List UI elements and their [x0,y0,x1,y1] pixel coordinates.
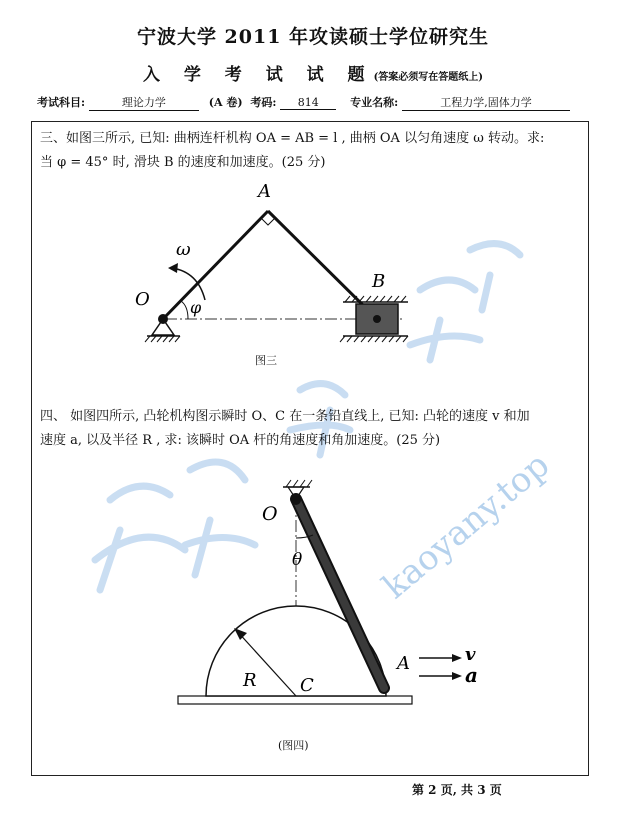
fig4-pivot-O [291,495,301,505]
fig4-ground-platform [178,696,412,704]
fig4-label-theta: θ [292,550,303,570]
subtitle-main: 入 学 考 试 试 题 [142,65,374,85]
fig4-label-O: O [262,503,278,525]
code-label: 考码: [250,96,277,109]
subject-label: 考试科目: [37,96,86,109]
fig3-label-phi: φ [190,298,202,317]
fig4-cam [206,606,386,696]
fig3-label-omega: ω [176,239,191,260]
figure-4-caption: (图四) [278,739,309,752]
fig4-label-A: A [397,653,410,674]
exam-title: 宁波大学 2011 年攻读硕士学位研究生 [136,26,490,48]
subtitle-note: (答案必须写在答题纸上) [373,72,484,83]
paper-label: (A 卷) [208,96,243,109]
fig4-label-C: C [300,675,314,696]
watermark-url: kaoyany.top [375,445,558,607]
page-number: 第 2 页, 共 3 页 [412,783,502,797]
question-3-line-2: 当 φ = 45° 时, 滑块 B 的速度和加速度。(25 分) [40,155,326,170]
figure-3-caption: 图三 [255,354,277,367]
fig4-label-v: v [465,644,476,665]
fig3-label-A: A [258,181,271,202]
question-4-line-2: 速度 a, 以及半径 R , 求: 该瞬时 OA 杆的角速度和角加速度。(25 分) [40,433,441,448]
code-value: 814 [280,96,336,110]
fig4-label-R: R [243,670,257,691]
question-4-line-1: 四、 如图四所示, 凸轮机构图示瞬时 O、C 在一条铅直线上, 已知: 凸轮的速度 v 和加 [40,409,530,424]
fig3-label-O: O [135,289,150,310]
fig3-label-B: B [372,271,386,292]
subject-value: 理论力学 [89,94,199,111]
fig4-label-a: a [465,663,478,687]
major-label: 专业名称: [350,96,399,109]
major-value: 工程力学,固体力学 [402,94,570,111]
question-3-line-1: 三、如图三所示, 已知: 曲柄连杆机构 OA = AB = l , 曲柄 OA 以匀角速度 ω 转动。求: [40,131,545,146]
